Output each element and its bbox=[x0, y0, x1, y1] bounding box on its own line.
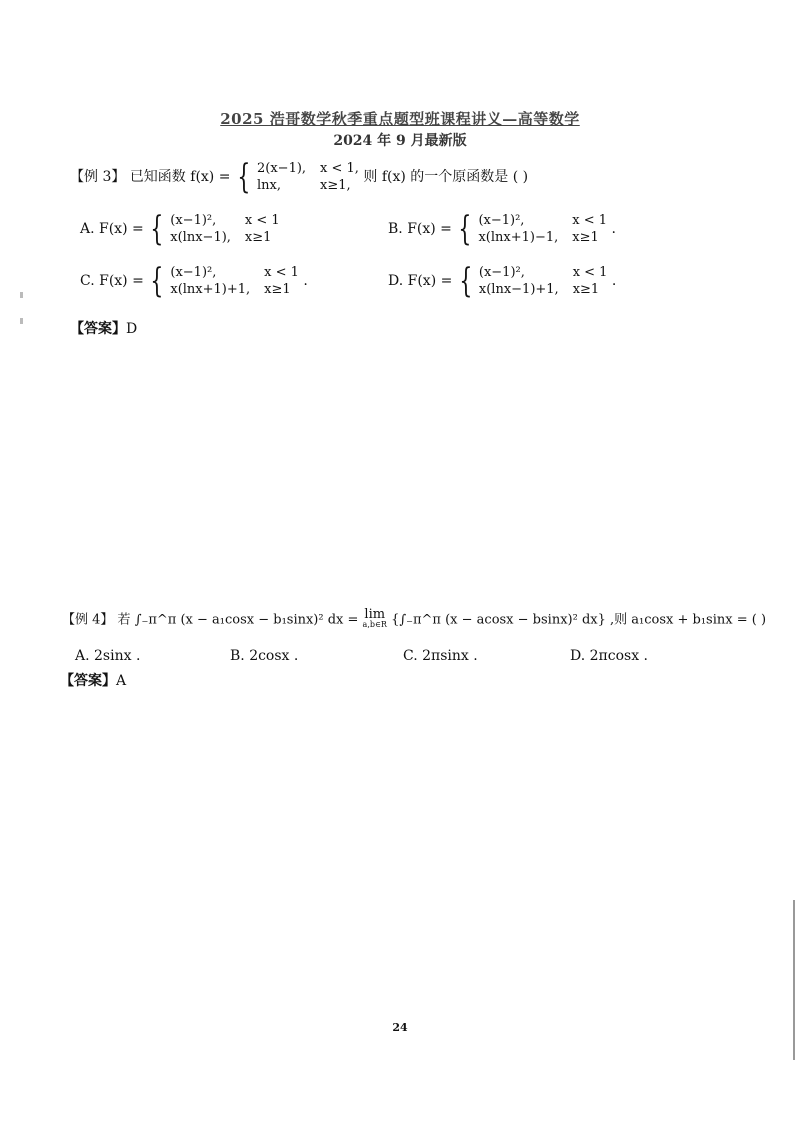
row-2-cond: x≥1 bbox=[572, 230, 599, 245]
row-1-expr: (x−1)², bbox=[170, 265, 217, 280]
row-2-cond: x≥1 bbox=[264, 282, 291, 297]
example-3-answer bbox=[70, 318, 137, 338]
case-1-expr: 2(x−1), bbox=[257, 161, 307, 176]
limit-subscript: a,b∈R bbox=[362, 620, 387, 629]
option-piecewise bbox=[170, 212, 279, 246]
case-2-cond: x≥1, bbox=[320, 178, 351, 193]
row-1-expr: (x−1)², bbox=[478, 265, 525, 280]
option-label: C. F(x) = bbox=[80, 273, 144, 289]
option-c bbox=[80, 261, 308, 301]
example-3-question bbox=[70, 157, 529, 197]
scan-speck bbox=[20, 318, 23, 324]
left-brace: { bbox=[458, 209, 472, 249]
option-b: B. 2cosx . bbox=[230, 648, 299, 664]
option-end: . bbox=[303, 273, 308, 289]
option-b bbox=[388, 209, 616, 249]
left-brace: { bbox=[237, 157, 251, 197]
option-piecewise bbox=[170, 264, 299, 298]
integral-1: ∫₋π^π (x − a₁cosx − b₁sinx)² dx = bbox=[134, 612, 359, 628]
example-3-tag: 【例 3】 bbox=[70, 169, 126, 185]
option-d bbox=[388, 261, 617, 301]
example-4-stem-post: ,则 a₁cosx + b₁sinx = ( ) bbox=[610, 612, 767, 628]
option-c: C. 2πsinx . bbox=[403, 648, 478, 664]
example-3-stem-pre: 已知函数 f(x) = bbox=[129, 169, 231, 185]
row-1-cond: x < 1 bbox=[244, 213, 280, 228]
integral-2: {∫₋π^π (x − acosx − bsinx)² dx} bbox=[391, 612, 606, 628]
answer-value: D bbox=[126, 321, 138, 337]
document-header-title: 2025 浩哥数学秋季重点题型班课程讲义—高等数学 bbox=[220, 110, 580, 128]
example-4-question bbox=[62, 607, 767, 630]
example-4-tag: 【例 4】 bbox=[62, 612, 114, 628]
option-d: D. 2πcosx . bbox=[570, 648, 648, 664]
example-3-stem-post: 则 f(x) 的一个原函数是 ( ) bbox=[363, 169, 529, 185]
left-brace: { bbox=[459, 261, 473, 301]
row-2-expr: x(lnx−1)+1, bbox=[478, 282, 559, 297]
option-piecewise bbox=[479, 264, 608, 298]
row-2-cond: x≥1 bbox=[572, 282, 600, 297]
answer-label: 【答案】 bbox=[70, 321, 126, 337]
limit-operator bbox=[362, 607, 387, 630]
row-1-expr: (x−1)², bbox=[170, 213, 217, 228]
left-brace: { bbox=[150, 209, 164, 249]
option-a bbox=[80, 209, 280, 249]
example-4-answer bbox=[60, 670, 126, 690]
page-number: 24 bbox=[392, 1021, 408, 1034]
case-1-cond: x < 1, bbox=[320, 161, 359, 176]
option-piecewise bbox=[478, 212, 607, 246]
row-1-cond: x < 1 bbox=[572, 213, 608, 228]
row-1-cond: x < 1 bbox=[572, 265, 608, 280]
answer-value: A bbox=[116, 673, 127, 689]
scan-speck bbox=[20, 292, 23, 298]
option-end: . bbox=[611, 273, 617, 289]
row-2-expr: x(lnx−1), bbox=[170, 230, 231, 245]
option-label: B. F(x) = bbox=[388, 221, 452, 237]
row-2-expr: x(lnx+1)−1, bbox=[478, 230, 559, 245]
row-1-cond: x < 1 bbox=[264, 265, 299, 280]
option-end: . bbox=[611, 221, 616, 237]
answer-label: 【答案】 bbox=[60, 673, 116, 689]
row-2-expr: x(lnx+1)+1, bbox=[170, 282, 251, 297]
limit-word: lim bbox=[364, 607, 386, 622]
option-label: D. F(x) = bbox=[388, 273, 453, 289]
row-1-expr: (x−1)², bbox=[478, 213, 525, 228]
option-a: A. 2sinx . bbox=[75, 648, 141, 664]
row-2-cond: x≥1 bbox=[244, 230, 272, 245]
example-4-stem-pre: 若 bbox=[117, 612, 131, 628]
left-brace: { bbox=[150, 261, 164, 301]
case-2-expr: lnx, bbox=[257, 178, 281, 193]
piecewise-f bbox=[257, 160, 359, 194]
document-header-date: 2024 年 9 月最新版 bbox=[333, 133, 467, 149]
scan-edge-line bbox=[793, 900, 795, 1060]
option-label: A. F(x) = bbox=[80, 221, 144, 237]
